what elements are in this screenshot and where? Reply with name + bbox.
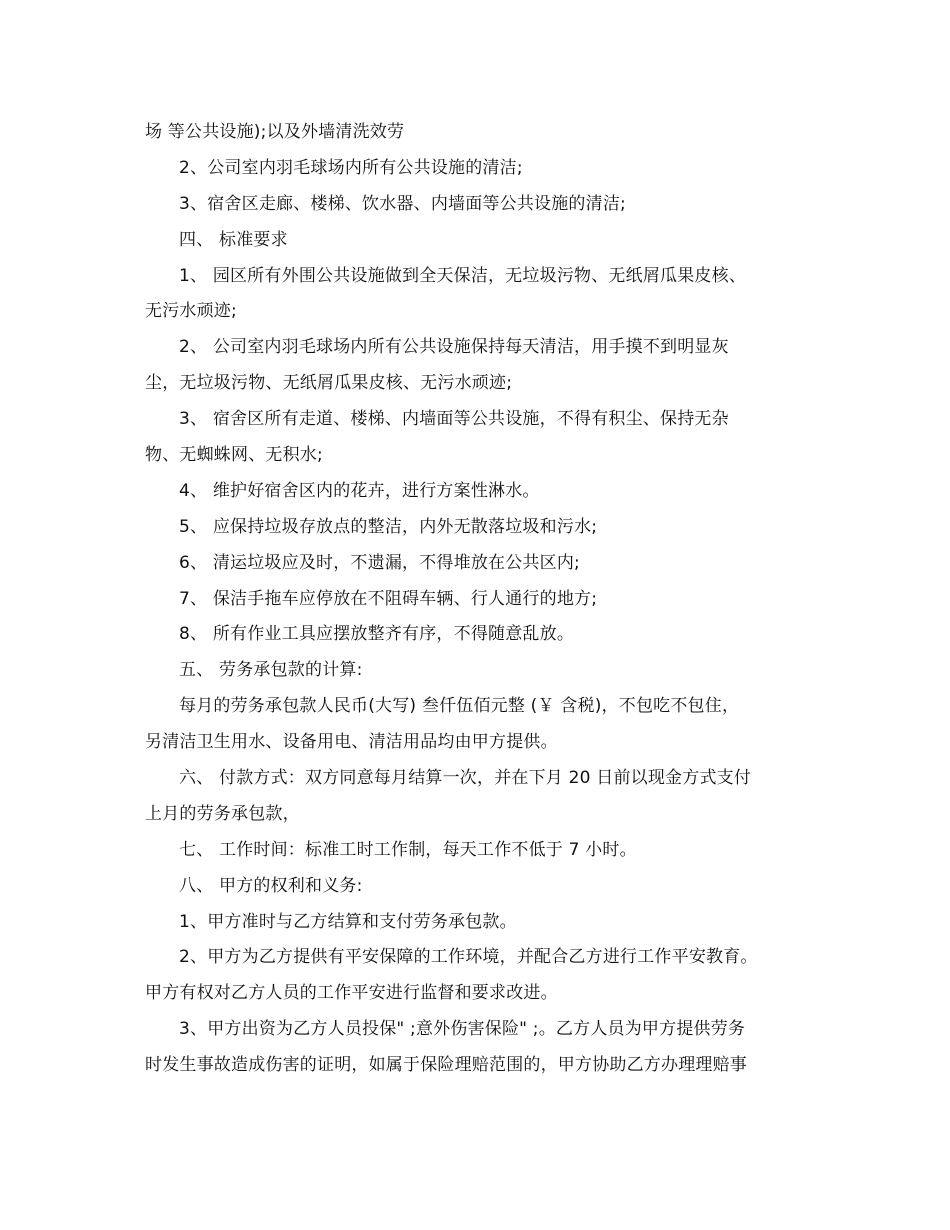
document-body bbox=[145, 115, 825, 1084]
text-line: 8、 所有作业工具应摆放整齐有序，不得随意乱放。 bbox=[179, 624, 575, 645]
text-line: 1、 园区所有外围公共设施做到全天保洁，无垃圾污物、无纸屑瓜果皮核、 bbox=[179, 265, 747, 286]
section-heading: 六、 付款方式：双方同意每月结算一次，并在下月 20 日前以现金方式支付 bbox=[179, 768, 752, 789]
text-line: 1、甲方准时与乙方结算和支付劳务承包款。 bbox=[179, 911, 517, 932]
text-line: 无污水顽迹; bbox=[145, 301, 237, 322]
section-heading: 五、 劳务承包款的计算: bbox=[179, 660, 363, 681]
text-line: 时发生事故造成伤害的证明，如属于保险理赔范围的，甲方协助乙方办理理赔事 bbox=[145, 1055, 747, 1076]
text-line: 2、甲方为乙方提供有平安保障的工作环境，并配合乙方进行工作平安教育。 bbox=[179, 947, 758, 968]
text-line: 尘，无垃圾污物、无纸屑瓜果皮核、无污水顽迹; bbox=[145, 373, 513, 394]
text-line: 3、甲方出资为乙方人员投保" ;意外伤害保险" ;。乙方人员为甲方提供劳务 bbox=[179, 1019, 746, 1040]
text-line: 3、 宿舍区所有走道、楼梯、内墙面等公共设施，不得有积尘、保持无杂 bbox=[179, 409, 729, 430]
text-line: 另清洁卫生用水、设备用电、清洁用品均由甲方提供。 bbox=[145, 732, 558, 753]
text-line: 每月的劳务承包款人民币(大写) 叁仟伍佰元整 (￥ 含税)，不包吃不包住， bbox=[179, 696, 740, 717]
section-heading: 四、 标准要求 bbox=[179, 229, 288, 250]
text-line: 场 等公共设施);以及外墙清洗效劳 bbox=[145, 122, 405, 142]
text-line: 上月的劳务承包款， bbox=[145, 803, 300, 824]
text-line: 甲方有权对乙方人员的工作平安进行监督和要求改进。 bbox=[145, 983, 558, 1004]
text-line: 7、 保洁手拖车应停放在不阻碍车辆、行人通行的地方; bbox=[179, 588, 598, 609]
text-line: 6、 清运垃圾应及时，不遗漏，不得堆放在公共区内; bbox=[179, 552, 580, 573]
section-heading: 八、 甲方的权利和义务: bbox=[179, 875, 363, 896]
text-line: 4、 维护好宿舍区内的花卉，进行方案性淋水。 bbox=[179, 480, 540, 501]
text-line: 3、宿舍区走廊、楼梯、饮水器、内墙面等公共设施的清洁; bbox=[179, 193, 626, 214]
text-line: 2、 公司室内羽毛球场内所有公共设施保持每天清洁，用手摸不到明显灰 bbox=[179, 337, 729, 358]
text-line: 2、公司室内羽毛球场内所有公共设施的清洁; bbox=[179, 157, 523, 178]
section-heading: 七、 工作时间：标准工时工作制，每天工作不低于 7 小时。 bbox=[179, 839, 637, 860]
text-line: 物、无蜘蛛网、无积水; bbox=[145, 445, 323, 466]
text-line: 5、 应保持垃圾存放点的整洁，内外无散落垃圾和污水; bbox=[179, 516, 598, 537]
